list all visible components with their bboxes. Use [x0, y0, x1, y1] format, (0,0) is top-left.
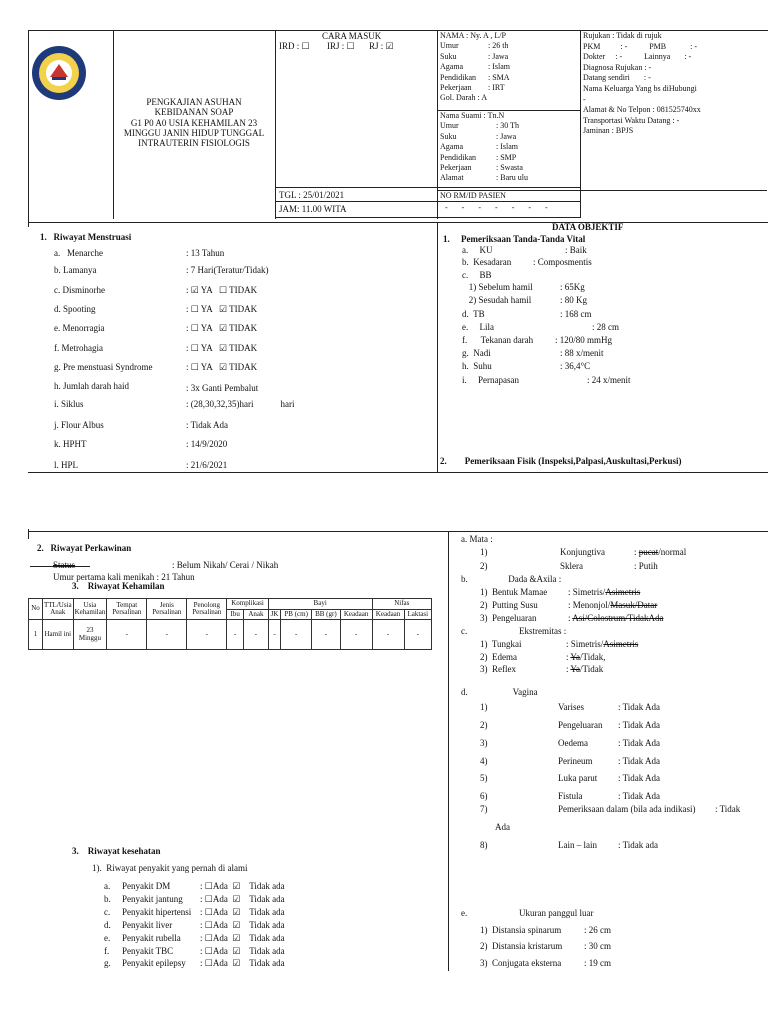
- ekstremitas-value-part: :: [566, 652, 571, 662]
- rm-cell[interactable]: -: [445, 203, 448, 212]
- patient-value: Islam: [492, 62, 511, 72]
- vagina-num: 3): [480, 738, 488, 748]
- menstruasi-label: a. Menarche: [54, 248, 103, 258]
- ttv-label: 2) Sesudah hamil: [462, 295, 532, 305]
- disease-letter: c.: [104, 907, 111, 917]
- fisik-heading: 2. Pemeriksaan Fisik (Inspeksi,Palpasi,Auskultasi,Perkusi): [440, 456, 682, 466]
- ekstremitas-label: 2) Edema: [480, 652, 517, 662]
- dada-value: [568, 613, 663, 623]
- menstruasi-value: : ☐ YA ☑ TIDAK: [186, 304, 258, 314]
- vagina-num: 8): [480, 840, 488, 850]
- disease-letter: e.: [104, 933, 111, 943]
- ekstremitas-label: 3) Reflex: [480, 664, 516, 674]
- disease-value: : ☐Ada ☑ Tidak ada: [200, 907, 285, 917]
- menstruasi-value: : (28,30,32,35)hari hari: [186, 399, 295, 409]
- disease-value: : ☐Ada ☑ Tidak ada: [200, 881, 285, 891]
- vagina-value: : Tidak Ada: [618, 702, 661, 712]
- rm-cell[interactable]: -: [478, 203, 482, 212]
- mata-heading: a. Mata :: [461, 534, 493, 544]
- panggul-label: 2) Distansia kristarum: [480, 941, 563, 951]
- ttv-label: e. Lila: [462, 322, 494, 332]
- rujukan-line: Datang sendiri : -: [583, 73, 651, 83]
- th-bayi: Bayi: [268, 599, 372, 610]
- ekstremitas-value-part: Ya: [570, 652, 581, 662]
- dada-value-part: Asi/Colostrum/TidakAda: [572, 613, 664, 623]
- disease-label: Penyakit DM: [122, 881, 171, 891]
- vagina-label: Pemeriksaan dalam (bila ada indikasi): [558, 804, 696, 814]
- vagina-label: Fistula: [558, 791, 583, 801]
- rujukan-line: Dokter : - Lainnya : -: [583, 52, 692, 62]
- mata-label: Konjungtiva: [560, 547, 605, 557]
- dada-value-part: Masuk/Datar: [610, 600, 658, 610]
- disease-letter: f.: [104, 946, 110, 956]
- ttv-value: : 36,4°C: [560, 361, 591, 371]
- husband-value: Swasta: [500, 163, 523, 173]
- title-line: INTRAUTERIN FISIOLOGIS: [138, 138, 250, 149]
- status-value: : Belum Nikah/ Cerai / Nikah: [172, 560, 279, 570]
- menstruasi-label: g. Pre menstuasi Syndrome: [54, 362, 153, 372]
- ttv-value: : 80 Kg: [560, 295, 587, 305]
- vagina-value: : Tidak Ada: [618, 738, 661, 748]
- vagina-value: : Tidak Ada: [618, 791, 661, 801]
- patient-value: Jawa: [492, 51, 509, 61]
- menstruasi-label: j. Flour Albus: [54, 420, 104, 430]
- menstruasi-value: : ☐ YA ☑ TIDAK: [186, 343, 258, 353]
- menstruasi-label: i. Siklus: [54, 399, 84, 409]
- th-pb: PB (cm): [281, 609, 312, 620]
- vagina-value: : Tidak Ada: [618, 773, 661, 783]
- menstruasi-label: e. Menorragia: [54, 323, 105, 333]
- th-usia: Usia Kehamilan: [73, 599, 107, 620]
- panggul-label: 1) Distansia spinarum: [480, 925, 562, 935]
- table-cell: 1: [29, 620, 43, 650]
- kesehatan-heading: 3. Riwayat kesehatan: [72, 846, 161, 856]
- husband-info: Nama Suami : Tn.N Umur : 30 Th Suku : Jawa Agama : Islam Pendidikan : SMP Pekerjaan : Swasta Alamat : Baru ulu: [440, 111, 529, 183]
- menstruasi-value: : 13 Tahun: [186, 248, 225, 258]
- ttv-value: : 168 cm: [560, 309, 592, 319]
- panggul-value: : 26 cm: [584, 925, 611, 935]
- th-nifas: Nifas: [372, 599, 431, 610]
- objektif-title: DATA OBJEKTIF: [552, 222, 624, 232]
- th-penolong: Penolong Persalinan: [187, 599, 227, 620]
- ttv-label: 1) Sebelum hamil: [462, 282, 533, 292]
- table-cell: -: [312, 620, 341, 650]
- menstruasi-label: k. HPHT: [54, 439, 87, 449]
- table-cell: -: [281, 620, 312, 650]
- panggul-heading: e. Ukuran panggul luar: [461, 908, 594, 918]
- menstruasi-label: h. Jumlah darah haid: [54, 381, 129, 391]
- table-cell: -: [147, 620, 187, 650]
- rujukan-line: Alamat & No Telpon : 081525740xx: [583, 105, 701, 115]
- rm-cell[interactable]: -: [545, 203, 548, 212]
- husband-label: Pendidikan: [440, 152, 476, 162]
- vagina-value: : Tidak: [715, 804, 741, 814]
- vagina-num: 5): [480, 773, 488, 783]
- ttv-label: f. Tekanan darah: [462, 335, 534, 345]
- title-line: PENGKAJIAN ASUHAN: [146, 97, 242, 107]
- menstruasi-label: c. Disminorhe: [54, 285, 105, 295]
- ekstremitas-value-part: Ya: [570, 664, 581, 674]
- menstruasi-value: : ☐ YA ☑ TIDAK: [186, 362, 258, 372]
- rujukan-info: [583, 31, 701, 137]
- th-ttl: TTL/Usia Anak: [43, 599, 74, 620]
- ttv-label: c. BB: [462, 270, 492, 280]
- dada-label: 1) Bentuk Mamae: [480, 587, 548, 597]
- vagina-num: 7): [480, 804, 488, 814]
- ttv-value: : 24 x/menit: [587, 375, 631, 385]
- vagina-num: 2): [480, 720, 488, 730]
- mata-value-part: /normal: [658, 547, 687, 557]
- menstruasi-value: : ☑ YA ☐ TIDAK: [186, 285, 258, 295]
- husband-label: Alamat: [440, 173, 464, 183]
- th-laktasi: Laktasi: [404, 609, 432, 620]
- ekstremitas-heading: c. Ekstremitas :: [461, 626, 567, 636]
- rujukan-line: Jaminan : BPJS: [583, 126, 634, 136]
- mata-value-part: :: [634, 547, 639, 557]
- panggul-value: : 30 cm: [584, 941, 611, 951]
- table-cell: -: [107, 620, 147, 650]
- rm-cell[interactable]: -: [528, 203, 532, 212]
- menstruasi-label: d. Spooting: [54, 304, 96, 314]
- menstruasi-heading: 1. Riwayat Menstruasi: [40, 232, 132, 242]
- vagina-value: : Tidak Ada: [618, 720, 661, 730]
- cara-masuk-label: CARA MASUK: [322, 31, 382, 41]
- mata-label: Sklera: [560, 561, 583, 571]
- menstruasi-value: : Tidak Ada: [186, 420, 229, 430]
- table-cell: -: [187, 620, 227, 650]
- husband-label: Nama Suami : Tn.N: [440, 111, 505, 120]
- disease-label: Penyakit TBC: [122, 946, 174, 956]
- patient-value: SMA: [492, 72, 510, 82]
- menstruasi-value: : 3x Ganti Pembalut: [186, 383, 259, 393]
- menstruasi-value: : 21/6/2021: [186, 460, 228, 470]
- patient-label: Gol. Darah : A: [440, 93, 488, 103]
- rujukan-line: Rujukan : Tidak di rujuk: [583, 31, 662, 40]
- table-cell: -: [244, 620, 269, 650]
- rj-checkbox[interactable]: RJ : ☑: [369, 41, 394, 51]
- dada-label: 2) Putting Susu: [480, 600, 538, 610]
- dada-label: 3) Pengeluaran: [480, 613, 537, 623]
- ird-checkbox[interactable]: IRD : ☐: [279, 41, 310, 51]
- th-jenis: Jenis Persalinan: [147, 599, 187, 620]
- disease-value: : ☐Ada ☑ Tidak ada: [200, 920, 285, 930]
- tgl-field: TGL : 25/01/2021: [279, 190, 345, 200]
- table-row: [29, 620, 432, 650]
- vagina-label: Perineum: [558, 756, 593, 766]
- menstruasi-label: f. Metrohagia: [54, 343, 103, 353]
- perkawinan-heading: 2. Riwayat Perkawinan: [37, 543, 132, 553]
- ttv-label: b. Kesadaran: [462, 257, 512, 267]
- husband-value: SMP: [500, 152, 517, 162]
- vagina-label: Oedema: [558, 738, 588, 748]
- rm-cell[interactable]: -: [495, 203, 498, 212]
- vagina-label: Lain – lain: [558, 840, 597, 850]
- ttv-label: a. KU: [462, 245, 493, 255]
- th-no: No: [29, 599, 43, 620]
- ekstremitas-label: 1) Tungkai: [480, 639, 522, 649]
- ttv-label: i. Pernapasan: [462, 375, 519, 385]
- vagina-num: 1): [480, 702, 488, 712]
- th-jk: JK: [268, 609, 281, 620]
- ttv-label: d. TB: [462, 309, 485, 319]
- disease-label: Penyakit epilepsy: [122, 958, 186, 968]
- husband-value: Islam: [500, 142, 519, 152]
- form-title: [113, 97, 275, 149]
- th-ibu: Ibu: [227, 609, 244, 620]
- ttv-value: : 65Kg: [560, 282, 585, 292]
- ttv-heading: 1. Pemeriksaan Tanda-Tanda Vital: [443, 234, 586, 244]
- table-cell: Hamil ini: [43, 620, 74, 650]
- rm-cell[interactable]: -: [511, 203, 515, 212]
- menstruasi-label: l. HPL: [54, 460, 79, 470]
- title-line: G1 P0 A0 USIA KEHAMILAN 23: [130, 117, 258, 128]
- panggul-label: 3) Conjugata eksterna: [480, 958, 562, 968]
- dada-value: [568, 587, 640, 597]
- vagina-num: 4): [480, 756, 488, 766]
- irj-checkbox[interactable]: IRJ : ☐: [327, 41, 355, 51]
- table-cell: -: [404, 620, 432, 650]
- ttv-value: : Composmentis: [533, 257, 592, 267]
- disease-letter: g.: [104, 958, 111, 968]
- ttv-label: h. Suhu: [462, 361, 492, 371]
- vagina-heading: d. Vagina: [461, 687, 538, 697]
- vagina-label: Luka parut: [558, 773, 598, 783]
- status-label: Status: [53, 560, 76, 570]
- mata-num: 2): [480, 561, 488, 571]
- jam-field: JAM: 11.00 WITA: [279, 204, 347, 214]
- ttv-value: : 28 cm: [592, 322, 619, 332]
- ttv-label: g. Nadi: [462, 348, 491, 358]
- rujukan-line: PKM : - PMB : -: [583, 41, 698, 51]
- vagina-value: : Tidak ada: [618, 840, 659, 850]
- dada-value-part: Asimetris: [605, 587, 641, 597]
- table-cell: -: [227, 620, 244, 650]
- rm-cell[interactable]: -: [461, 203, 465, 212]
- title-line: MINGGU JANIN HIDUP TUNGGAL: [123, 128, 265, 139]
- table-cell: -: [372, 620, 404, 650]
- ekstremitas-value: [566, 664, 603, 674]
- panggul-value: : 19 cm: [584, 958, 611, 968]
- husband-label: Suku: [440, 131, 457, 141]
- disease-value: : ☐Ada ☑ Tidak ada: [200, 946, 285, 956]
- patient-label: Suku: [440, 51, 457, 61]
- rujukan-line: Nama Keluarga Yang bs diHubungi: [583, 83, 697, 93]
- menstruasi-value: : 14/9/2020: [186, 439, 228, 449]
- disease-letter: a.: [104, 881, 111, 891]
- patient-label: Pendidikan: [440, 72, 476, 82]
- th-tempat: Tempat Persalinan: [107, 599, 147, 620]
- rujukan-line: Diagnosa Rujukan : -: [583, 62, 652, 72]
- ekstremitas-value-part: :: [566, 664, 571, 674]
- th-bb: BB (gr): [312, 609, 341, 620]
- table-cell: 23 Minggu: [73, 620, 107, 650]
- mata-value: [634, 561, 658, 571]
- dada-value-part: : Simetris/: [568, 587, 606, 597]
- th-keadaan-bayi: Keadaan: [340, 609, 372, 620]
- ttv-value: : 88 x/menit: [560, 348, 604, 358]
- rujukan-line: Transportasi Waktu Datang : -: [583, 115, 680, 125]
- kehamilan-heading: 3. Riwayat Kehamilan: [72, 581, 165, 591]
- vagina-label: Ada: [495, 822, 510, 832]
- patient-label: Agama: [440, 62, 464, 72]
- disease-letter: d.: [104, 920, 111, 930]
- mata-value-part: pucat: [638, 547, 659, 557]
- vagina-label: Varises: [558, 702, 584, 712]
- vagina-num: 6): [480, 791, 488, 801]
- th-anak: Anak: [244, 609, 269, 620]
- ekstremitas-value-part: /Tidak,: [580, 652, 606, 662]
- table-cell: -: [268, 620, 281, 650]
- title-line: KEBIDANAN SOAP: [154, 107, 234, 118]
- th-keadaan-nifas: Keadaan: [372, 609, 404, 620]
- vagina-value: : Tidak Ada: [618, 756, 661, 766]
- husband-label: Agama: [440, 142, 464, 152]
- ekstremitas-value-part: Asimetris: [603, 639, 639, 649]
- disease-label: Penyakit liver: [122, 920, 173, 930]
- patient-info: NAMA : Ny. A , L/P Umur : 26 th Suku : Jawa Agama : Islam Pendidikan : SMA Pekerjaan : IRT Gol. Darah : A: [440, 31, 511, 103]
- disease-value: : ☐Ada ☑ Tidak ada: [200, 894, 285, 904]
- disease-letter: b.: [104, 894, 111, 904]
- institution-logo: [30, 44, 88, 102]
- patient-value: IRT: [492, 83, 505, 93]
- ttv-value: : 120/80 mmHg: [555, 335, 613, 345]
- ttv-value: : Baik: [565, 245, 587, 255]
- husband-value: Jawa: [500, 131, 517, 141]
- menstruasi-label: b. Lamanya: [54, 265, 97, 275]
- patient-value: 26 th: [492, 41, 509, 51]
- menstruasi-value: : 7 Hari(Teratur/Tidak): [186, 265, 269, 275]
- patient-label: Umur: [440, 41, 459, 51]
- patient-label: Pekerjaan: [440, 83, 472, 93]
- vagina-label: Pengeluaran: [558, 720, 603, 730]
- table-cell: -: [340, 620, 372, 650]
- menstruasi-value: : ☐ YA ☑ TIDAK: [186, 323, 258, 333]
- dada-heading: b. Dada &Axila :: [461, 574, 562, 584]
- ekstremitas-value-part: : Simetris/: [566, 639, 604, 649]
- kehamilan-table: [28, 598, 432, 650]
- rm-cells: [445, 203, 548, 212]
- disease-value: : ☐Ada ☑ Tidak ada: [200, 958, 285, 968]
- disease-label: Penyakit rubella: [122, 933, 181, 943]
- disease-value: : ☐Ada ☑ Tidak ada: [200, 933, 285, 943]
- disease-label: Penyakit hipertensi: [122, 907, 192, 917]
- husband-label: Umur: [440, 121, 459, 131]
- mata-value: [634, 547, 686, 557]
- mata-value-part: : Putih: [634, 561, 658, 571]
- th-komplikasi: Komplikasi: [227, 599, 268, 610]
- disease-label: Penyakit jantung: [122, 894, 183, 904]
- husband-value: 30 Th: [500, 121, 519, 131]
- mata-num: 1): [480, 547, 488, 557]
- dada-value: [568, 600, 657, 610]
- ekstremitas-value-part: /Tidak: [580, 664, 604, 674]
- dada-value-part: : Menonjol/: [568, 600, 611, 610]
- ekstremitas-value: [566, 639, 638, 649]
- husband-value: Baru ulu: [500, 173, 529, 183]
- no-rm-label: NO RM/ID PASIEN: [440, 191, 506, 200]
- ekstremitas-value: [566, 652, 605, 662]
- patient-label: NAMA : Ny. A , L/P: [440, 31, 506, 40]
- rujukan-line: -: [583, 94, 586, 104]
- kesehatan-sub: 1). Riwayat penyakit yang pernah di alami: [92, 863, 248, 873]
- dada-value-part: :: [568, 613, 573, 623]
- husband-label: Pekerjaan: [440, 163, 472, 173]
- umur-menikah: Umur pertama kali menikah : 21 Tahun: [53, 572, 195, 582]
